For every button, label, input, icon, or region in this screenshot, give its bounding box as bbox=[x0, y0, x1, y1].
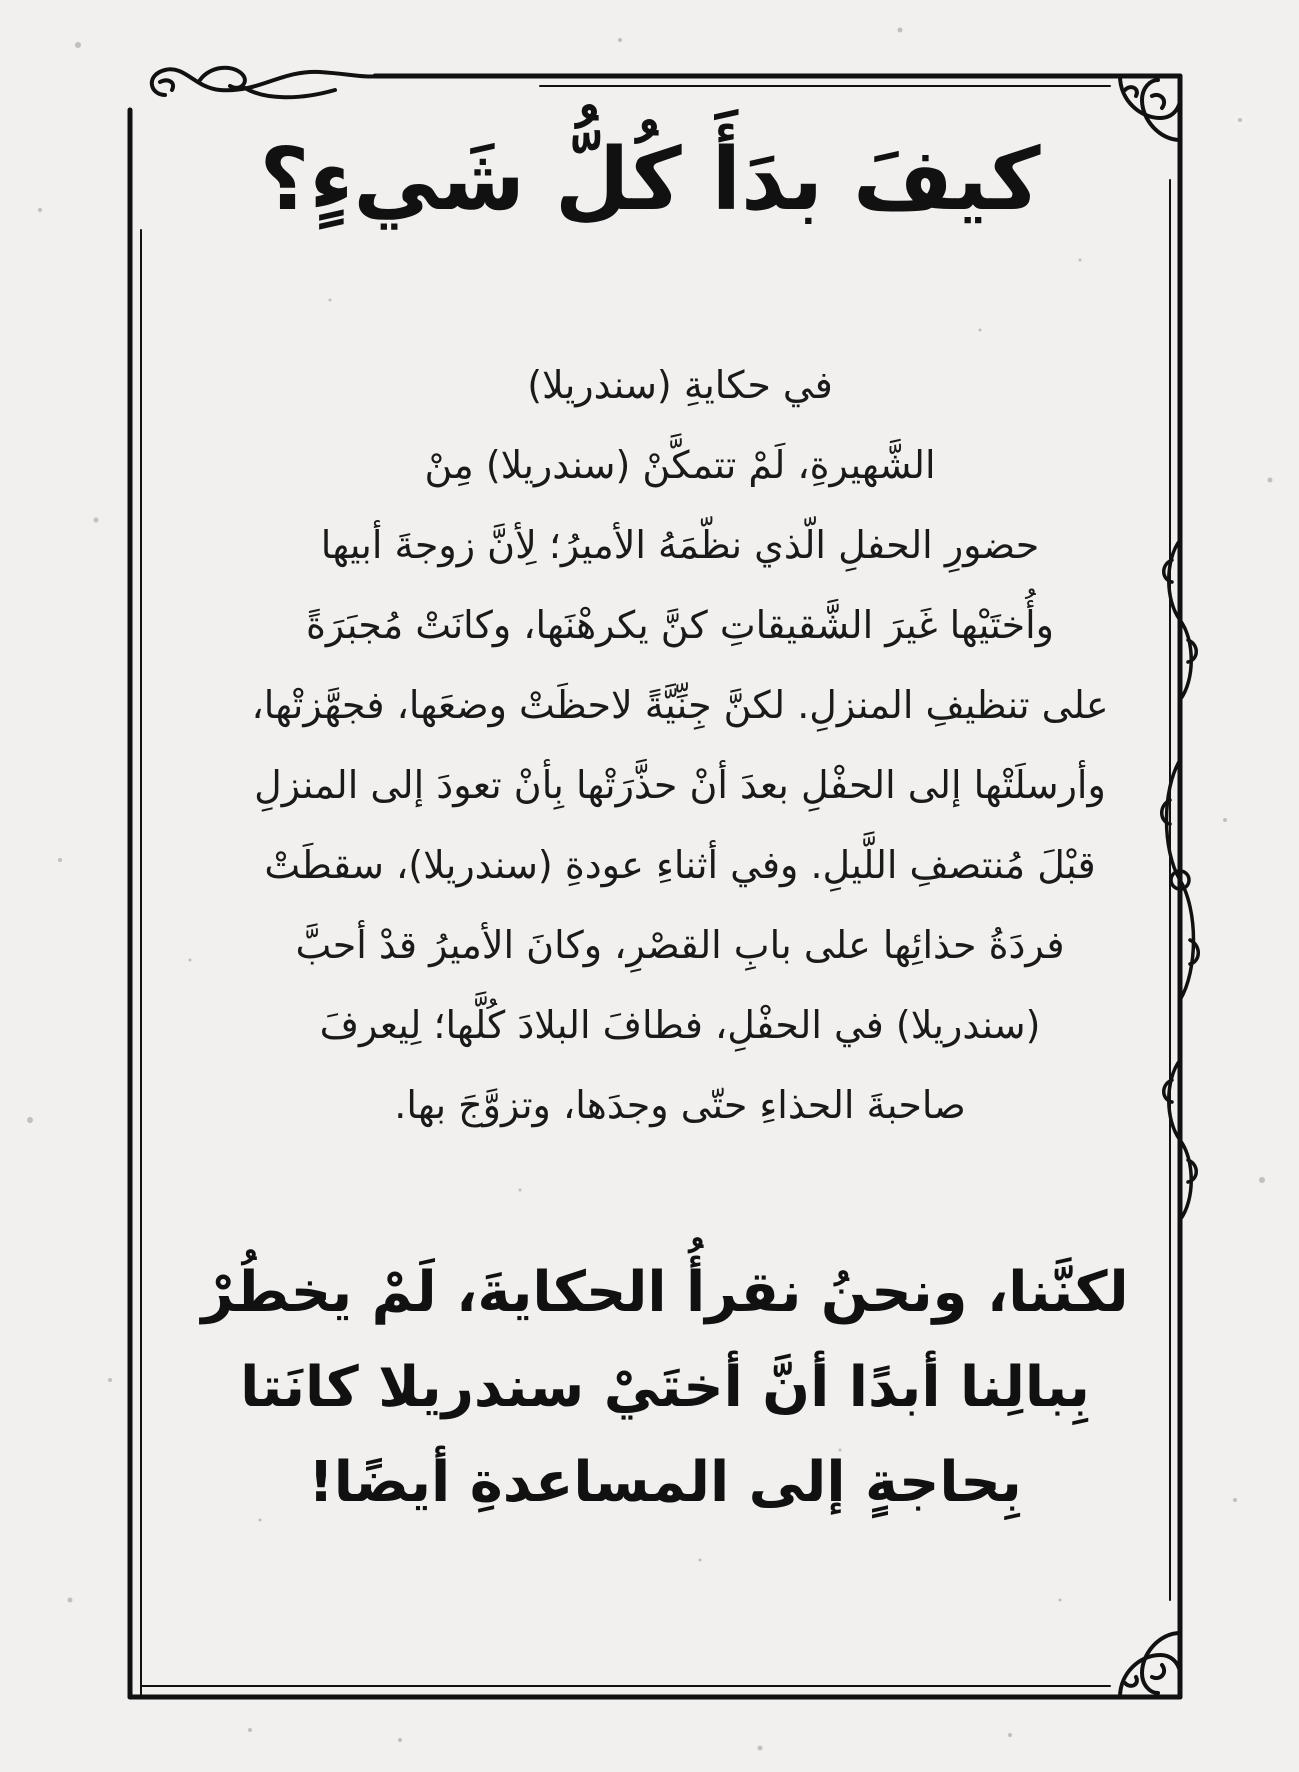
paragraph-line: في حكايةِ (سندريلا) bbox=[527, 363, 833, 407]
paragraph-line: على تنظيفِ المنزلِ. لكنَّ جِنِّيَّةً لاحظَتْ وضعَها، فجهَّزتْها، bbox=[251, 683, 1109, 727]
bottom-right-corner-ornament bbox=[1120, 1633, 1180, 1697]
paragraph-line: صاحبةَ الحذاءِ حتّى وجدَها، وتزوَّجَ بها. bbox=[394, 1083, 966, 1127]
story-paragraph bbox=[220, 345, 1140, 1145]
closing-line: بِبالِنا أبدًا أنَّ أختَيْ سندريلا كانَتا bbox=[240, 1355, 1090, 1420]
closing-statement bbox=[190, 1245, 1140, 1530]
paragraph-line: فردَةُ حذائِها على بابِ القصْرِ، وكانَ الأميرُ قدْ أحبَّ bbox=[295, 923, 1065, 967]
paragraph-line: وأرسلَتْها إلى الحفْلِ بعدَ أنْ حذَّرَتْها بِأنْ تعودَ إلى المنزلِ bbox=[254, 763, 1106, 807]
closing-line: بِحاجةٍ إلى المساعدةِ أيضًا! bbox=[308, 1450, 1022, 1515]
closing-line: لكنَّنا، ونحنُ نقرأُ الحكايةَ، لَمْ يخطُرْ bbox=[201, 1260, 1129, 1325]
top-left-flourish bbox=[152, 68, 380, 98]
paragraph-line: قبْلَ مُنتصفِ اللَّيلِ. وفي أثناءِ عودةِ (سندريلا)، سقطَتْ bbox=[264, 843, 1096, 887]
page-title: كيفَ بدَأَ كُلُّ شَيءٍ؟ bbox=[259, 130, 1041, 230]
paragraph-line: (سندريلا) في الحفْلِ، فطافَ البلادَ كُلَّها؛ لِيعرفَ bbox=[319, 1003, 1041, 1047]
paragraph-line: حضورِ الحفلِ الّذي نظّمَهُ الأميرُ؛ لِأنَّ زوجةَ أبيها bbox=[320, 523, 1040, 567]
paragraph-line: وأُختَيْها غَيرَ الشَّقيقاتِ كنَّ يكرهْنَها، وكانَتْ مُجبَرَةً bbox=[305, 603, 1055, 647]
paragraph-line: الشَّهيرةِ، لَمْ تتمكَّنْ (سندريلا) مِنْ bbox=[424, 443, 936, 487]
